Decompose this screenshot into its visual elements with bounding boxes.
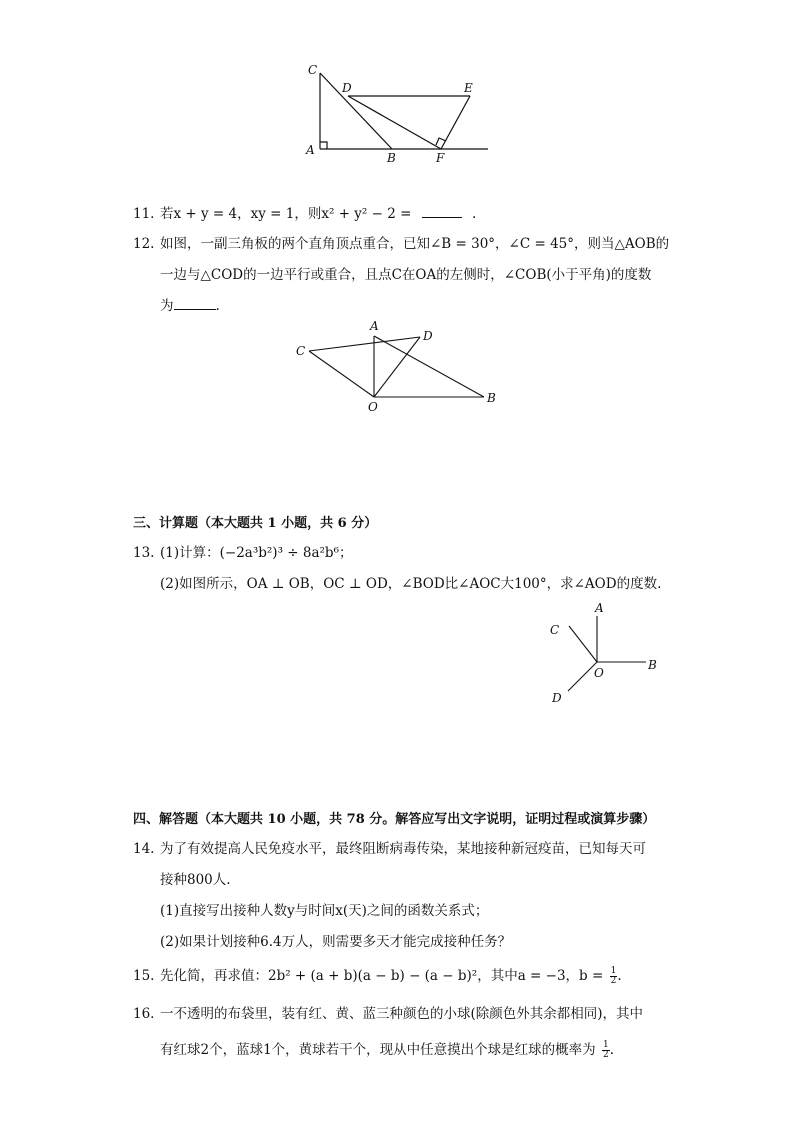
figure-two-triangles [290,318,505,418]
question-16-line-2 [160,1040,614,1060]
question-14-part-1: (1)直接写出接种人数y与时间x(天)之间的函数关系式； [160,903,489,919]
question-12-line-1: 如图，一副三角板的两个直角顶点重合，已知∠B = 30°，∠C = 45°，则当△AOB的 [160,236,670,252]
question-14-line-1: 为了有效提高人民免疫水平，最终阻断病毒传染，某地接种新冠疫苗，已知每天可 [160,841,646,857]
figure-perpendicular-rays [540,598,670,710]
label-b: B [487,391,496,405]
question-16-line-1: 一不透明的布袋里，装有红、黄、蓝三种颜色的小球(除颜色外其余都相同)，其中 [160,1006,644,1022]
segment-df [348,96,441,149]
section-3-title: 三、计算题（本大题共 1 小题，共 6 分） [133,516,378,531]
segment-ab [374,336,484,397]
label-b: B [387,151,396,165]
label-e: E [464,81,473,95]
question-11-number: 11. [133,206,155,222]
label-a: A [370,319,379,333]
label-d: D [423,329,433,343]
segment-od [374,337,420,397]
question-15-tail: . [617,968,622,984]
question-11-body: 若x + y = 4，xy = 1，则x² + y² − 2 = [160,206,412,222]
question-15-text [160,966,622,986]
section-4-title: 四、解答题（本大题共 10 小题，共 78 分。解答应写出文字说明，证明过程或演算步骤） [133,812,656,827]
question-12-number: 12. [133,236,155,252]
label-c: C [296,344,306,358]
figure-triangle-cdab [300,58,500,168]
fraction-numerator: 1 [610,966,617,976]
question-12-body: 为 [160,298,174,314]
question-12-tail: . [215,298,220,314]
question-16-tail: . [609,1042,615,1058]
question-12-line-2: 一边与△COD的一边平行或重合，且点C在OA的左侧时，∠COB(小于平角)的度数 [160,267,652,283]
segment-oc [309,351,374,397]
label-a: A [306,143,315,157]
label-d: D [552,691,562,705]
label-c: C [308,63,318,77]
question-12-line-3 [160,296,220,316]
label-o: O [368,400,378,414]
question-13-number: 13. [133,545,155,561]
question-16-number: 16. [133,1006,155,1022]
answer-blank[interactable] [174,309,216,310]
question-14-line-2: 接种800人. [160,872,231,888]
question-15-body: 先化简，再求值：2b² + (a + b)(a − b) − (a − b)²，其中a = −3，b = [160,968,604,984]
label-a: A [595,601,604,615]
ray-oc [569,626,597,662]
ray-od [568,662,597,691]
question-14-number: 14. [133,841,155,857]
label-d: D [342,81,352,95]
right-angle-mark-a [320,142,327,149]
fraction-denominator: 2 [602,1050,609,1060]
question-15-number: 15. [133,968,155,984]
question-11-tail: . [471,206,477,222]
fraction-one-half [602,1041,610,1060]
label-b: B [648,658,657,672]
question-14-part-2: (2)如果计划接种6.4万人，则需要多天才能完成接种任务？ [160,934,512,950]
label-o: O [594,666,604,680]
answer-blank[interactable] [422,217,462,218]
segment-cd [309,337,420,351]
fraction-denominator: 2 [610,976,617,986]
question-13-part-2: (2)如图所示，OA ⊥ OB，OC ⊥ OD，∠BOD比∠AOC大100°，求∠AOD的度数. [160,576,662,592]
question-13-part-1: (1)计算：(−2a³b²)³ ÷ 8a²b⁶； [160,545,353,561]
label-f: F [436,151,445,165]
label-c: C [550,623,560,637]
fraction-numerator: 1 [602,1040,609,1050]
segment-cb [320,73,392,149]
question-16-body: 有红球2个，蓝球1个，黄球若干个，现从中任意摸出个球是红球的概率为 [160,1042,596,1058]
question-11-text [160,204,476,224]
